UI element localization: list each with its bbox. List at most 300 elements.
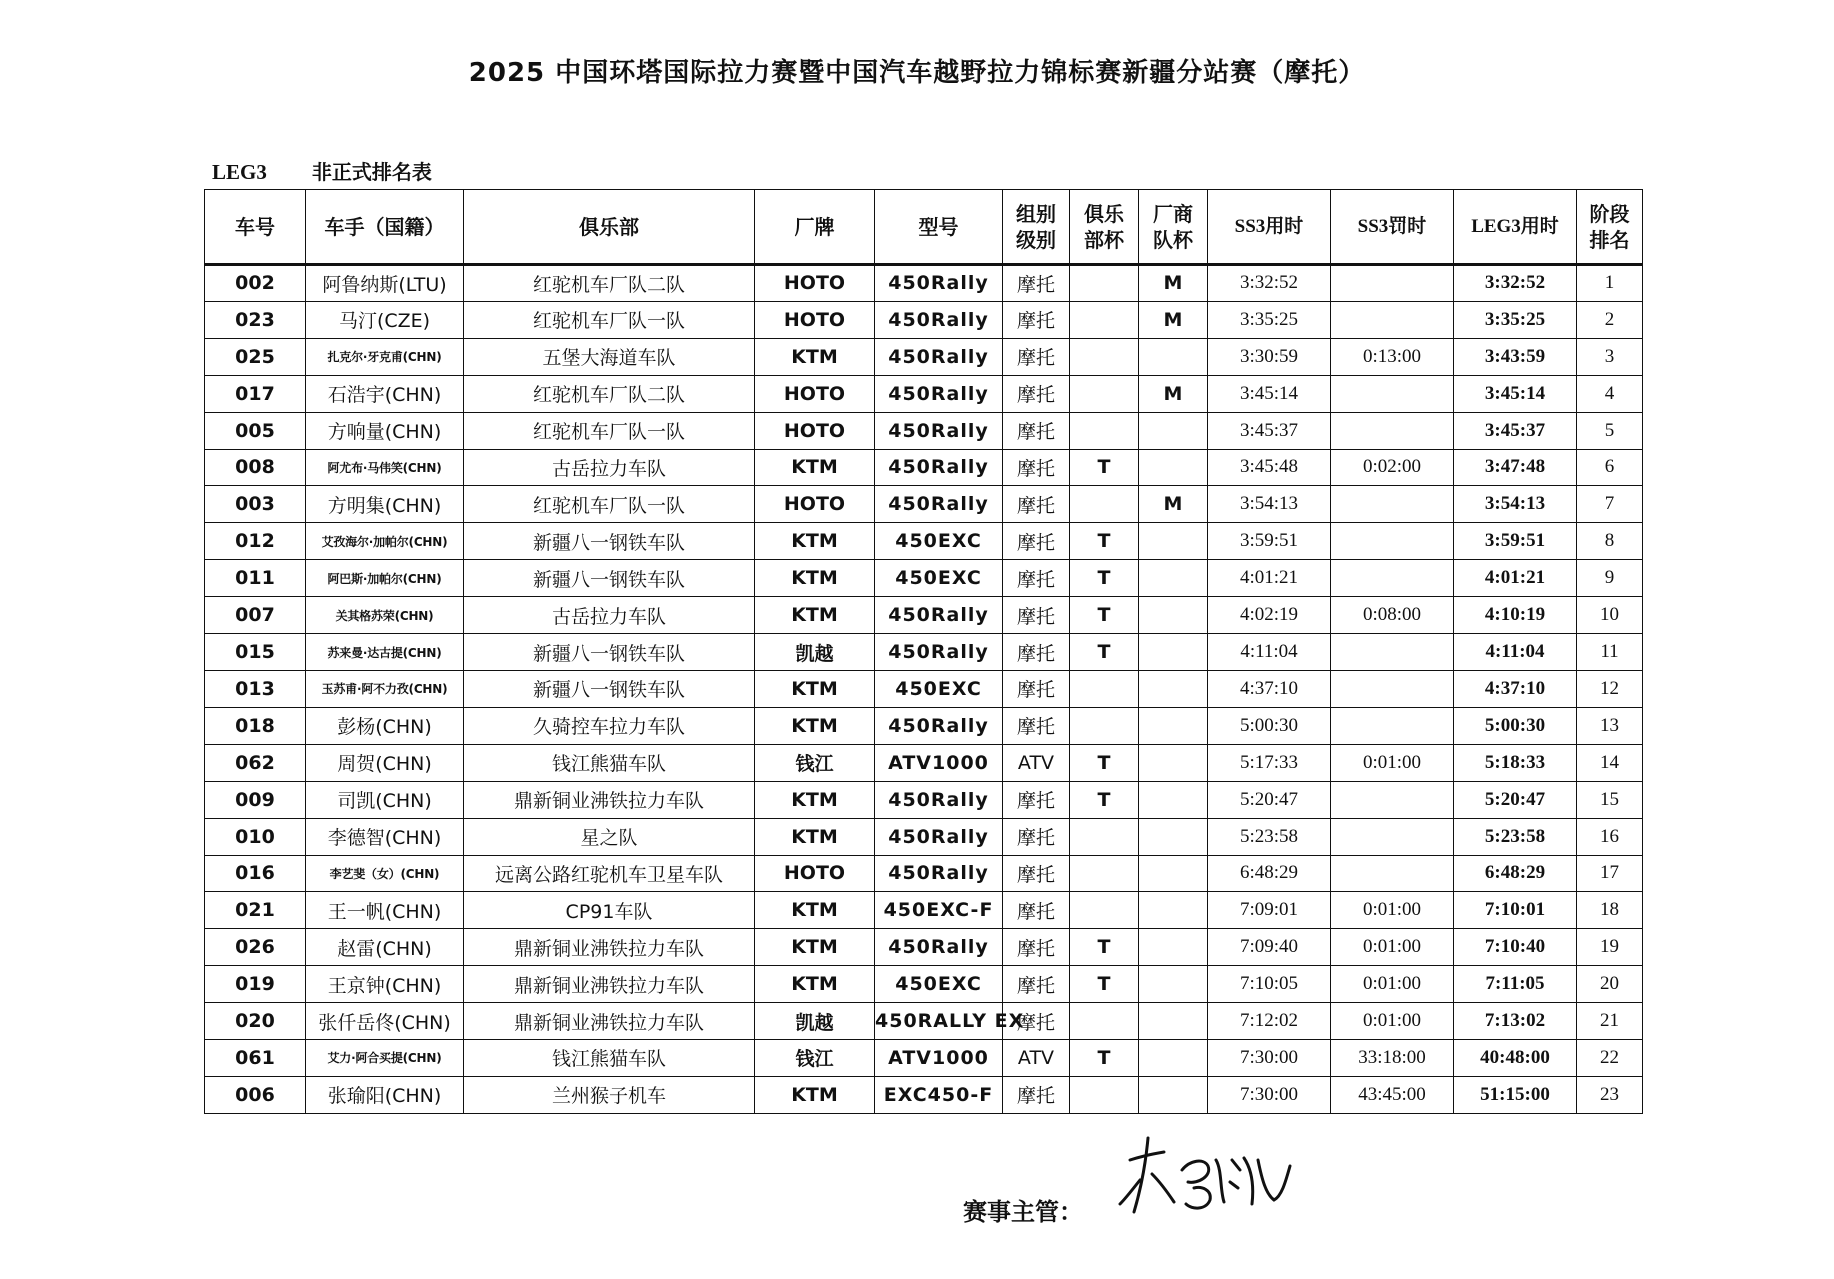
car-number-cell: 002 xyxy=(205,265,306,302)
club-cell: 兰州猴子机车 xyxy=(464,1076,755,1113)
driver-cell: 周贺(CHN) xyxy=(306,744,464,781)
table-row xyxy=(205,412,1643,449)
club-cell: 红驼机车厂队一队 xyxy=(464,301,755,338)
model-cell: 450EXC-F xyxy=(875,892,1003,929)
ss3-penalty-cell xyxy=(1331,560,1454,597)
header-group: 组别 级别 xyxy=(1003,190,1070,265)
brand-cell: KTM xyxy=(755,966,875,1003)
car-number-cell: 019 xyxy=(205,966,306,1003)
model-cell: 450Rally xyxy=(875,338,1003,375)
header-leg3-time: LEG3用时 xyxy=(1454,190,1577,265)
brand-cell: HOTO xyxy=(755,265,875,302)
model-cell: 450RALLY EX xyxy=(875,1003,1003,1040)
club-cup-cell xyxy=(1070,1003,1139,1040)
brand-cell: KTM xyxy=(755,338,875,375)
header-driver: 车手（国籍） xyxy=(306,190,464,265)
leg3-time-cell: 5:23:58 xyxy=(1454,818,1577,855)
brand-cell: HOTO xyxy=(755,301,875,338)
rank-cell: 21 xyxy=(1577,1003,1643,1040)
brand-cell: KTM xyxy=(755,892,875,929)
maker-cup-cell xyxy=(1139,818,1208,855)
table-row xyxy=(205,707,1643,744)
maker-cup-cell xyxy=(1139,1040,1208,1077)
club-cell: 古岳拉力车队 xyxy=(464,449,755,486)
group-cell: 摩托 xyxy=(1003,301,1070,338)
maker-cup-cell xyxy=(1139,449,1208,486)
brand-cell: KTM xyxy=(755,523,875,560)
leg3-time-cell: 3:47:48 xyxy=(1454,449,1577,486)
group-cell: 摩托 xyxy=(1003,818,1070,855)
club-cup-cell: T xyxy=(1070,634,1139,671)
maker-cup-cell xyxy=(1139,855,1208,892)
club-cup-cell xyxy=(1070,855,1139,892)
table-row xyxy=(205,523,1643,560)
club-cell: CP91车队 xyxy=(464,892,755,929)
leg3-time-cell: 7:11:05 xyxy=(1454,966,1577,1003)
maker-cup-cell xyxy=(1139,892,1208,929)
table-row xyxy=(205,338,1643,375)
leg3-time-cell: 3:54:13 xyxy=(1454,486,1577,523)
ss3-time-cell: 3:30:59 xyxy=(1208,338,1331,375)
table-subheading xyxy=(212,156,432,186)
ss3-time-cell: 7:09:01 xyxy=(1208,892,1331,929)
group-cell: 摩托 xyxy=(1003,966,1070,1003)
driver-cell: 苏来曼·达古提(CHN) xyxy=(306,634,464,671)
driver-cell: 张瑜阳(CHN) xyxy=(306,1076,464,1113)
model-cell: 450EXC xyxy=(875,523,1003,560)
maker-cup-cell xyxy=(1139,744,1208,781)
rank-cell: 17 xyxy=(1577,855,1643,892)
rank-cell: 20 xyxy=(1577,966,1643,1003)
rank-cell: 23 xyxy=(1577,1076,1643,1113)
group-cell: 摩托 xyxy=(1003,707,1070,744)
leg3-time-cell: 5:00:30 xyxy=(1454,707,1577,744)
ss3-penalty-cell xyxy=(1331,301,1454,338)
ss3-time-cell: 7:09:40 xyxy=(1208,929,1331,966)
maker-cup-cell xyxy=(1139,523,1208,560)
driver-cell: 马汀(CZE) xyxy=(306,301,464,338)
club-cell: 红驼机车厂队二队 xyxy=(464,265,755,302)
model-cell: 450Rally xyxy=(875,265,1003,302)
car-number-cell: 008 xyxy=(205,449,306,486)
model-cell: 450Rally xyxy=(875,634,1003,671)
club-cup-cell: T xyxy=(1070,929,1139,966)
ss3-time-cell: 3:45:48 xyxy=(1208,449,1331,486)
ss3-time-cell: 4:02:19 xyxy=(1208,597,1331,634)
ss3-penalty-cell xyxy=(1331,707,1454,744)
club-cup-cell: T xyxy=(1070,597,1139,634)
driver-cell: 司凯(CHN) xyxy=(306,781,464,818)
ss3-penalty-cell: 0:02:00 xyxy=(1331,449,1454,486)
rank-cell: 3 xyxy=(1577,338,1643,375)
ss3-penalty-cell xyxy=(1331,855,1454,892)
rank-cell: 7 xyxy=(1577,486,1643,523)
maker-cup-cell xyxy=(1139,929,1208,966)
supervisor-signature xyxy=(1112,1130,1302,1225)
club-cell: 新疆八一钢铁车队 xyxy=(464,670,755,707)
ss3-time-cell: 5:20:47 xyxy=(1208,781,1331,818)
driver-cell: 石浩宇(CHN) xyxy=(306,375,464,412)
group-cell: 摩托 xyxy=(1003,1076,1070,1113)
driver-cell: 阿鲁纳斯(LTU) xyxy=(306,265,464,302)
car-number-cell: 007 xyxy=(205,597,306,634)
table-row xyxy=(205,560,1643,597)
leg3-time-cell: 3:45:14 xyxy=(1454,375,1577,412)
car-number-cell: 003 xyxy=(205,486,306,523)
table-row xyxy=(205,301,1643,338)
group-cell: ATV xyxy=(1003,1040,1070,1077)
ss3-time-cell: 3:32:52 xyxy=(1208,265,1331,302)
ss3-penalty-cell: 0:01:00 xyxy=(1331,1003,1454,1040)
ss3-penalty-cell: 43:45:00 xyxy=(1331,1076,1454,1113)
driver-cell: 艾孜海尔·加帕尔(CHN) xyxy=(306,523,464,560)
rank-cell: 16 xyxy=(1577,818,1643,855)
ss3-penalty-cell xyxy=(1331,486,1454,523)
table-row xyxy=(205,818,1643,855)
table-row xyxy=(205,597,1643,634)
header-maker-cup: 厂商 队杯 xyxy=(1139,190,1208,265)
car-number-cell: 010 xyxy=(205,818,306,855)
leg3-time-cell: 3:59:51 xyxy=(1454,523,1577,560)
maker-cup-cell xyxy=(1139,707,1208,744)
ss3-penalty-cell xyxy=(1331,781,1454,818)
group-cell: 摩托 xyxy=(1003,265,1070,302)
club-cup-cell: T xyxy=(1070,449,1139,486)
ss3-penalty-cell: 0:01:00 xyxy=(1331,929,1454,966)
car-number-cell: 006 xyxy=(205,1076,306,1113)
ss3-penalty-cell: 0:01:00 xyxy=(1331,744,1454,781)
ss3-penalty-cell: 0:08:00 xyxy=(1331,597,1454,634)
rank-cell: 22 xyxy=(1577,1040,1643,1077)
ss3-time-cell: 7:30:00 xyxy=(1208,1040,1331,1077)
leg3-time-cell: 3:32:52 xyxy=(1454,265,1577,302)
ss3-time-cell: 3:45:37 xyxy=(1208,412,1331,449)
ss3-penalty-cell: 0:13:00 xyxy=(1331,338,1454,375)
driver-cell: 彭杨(CHN) xyxy=(306,707,464,744)
group-cell: 摩托 xyxy=(1003,929,1070,966)
ss3-time-cell: 3:45:14 xyxy=(1208,375,1331,412)
rank-cell: 15 xyxy=(1577,781,1643,818)
table-row xyxy=(205,1003,1643,1040)
driver-cell: 张仟岳佟(CHN) xyxy=(306,1003,464,1040)
car-number-cell: 005 xyxy=(205,412,306,449)
ss3-penalty-cell xyxy=(1331,818,1454,855)
club-cup-cell: T xyxy=(1070,744,1139,781)
ss3-time-cell: 7:12:02 xyxy=(1208,1003,1331,1040)
driver-cell: 赵雷(CHN) xyxy=(306,929,464,966)
car-number-cell: 026 xyxy=(205,929,306,966)
club-cell: 钱江熊猫车队 xyxy=(464,744,755,781)
model-cell: 450Rally xyxy=(875,818,1003,855)
driver-cell: 艾力·阿合买提(CHN) xyxy=(306,1040,464,1077)
table-row xyxy=(205,781,1643,818)
table-title: 非正式排名表 xyxy=(311,160,432,184)
club-cup-cell xyxy=(1070,486,1139,523)
leg3-time-cell: 3:45:37 xyxy=(1454,412,1577,449)
group-cell: 摩托 xyxy=(1003,560,1070,597)
group-cell: 摩托 xyxy=(1003,486,1070,523)
leg3-time-cell: 4:01:21 xyxy=(1454,560,1577,597)
model-cell: 450Rally xyxy=(875,486,1003,523)
ss3-time-cell: 7:10:05 xyxy=(1208,966,1331,1003)
club-cup-cell xyxy=(1070,412,1139,449)
car-number-cell: 015 xyxy=(205,634,306,671)
club-cup-cell xyxy=(1070,892,1139,929)
leg3-time-cell: 4:10:19 xyxy=(1454,597,1577,634)
ss3-penalty-cell xyxy=(1331,523,1454,560)
brand-cell: 凯越 xyxy=(755,1003,875,1040)
ss3-time-cell: 5:23:58 xyxy=(1208,818,1331,855)
rank-cell: 2 xyxy=(1577,301,1643,338)
header-brand: 厂牌 xyxy=(755,190,875,265)
ss3-penalty-cell xyxy=(1331,670,1454,707)
car-number-cell: 017 xyxy=(205,375,306,412)
leg3-time-cell: 4:37:10 xyxy=(1454,670,1577,707)
driver-cell: 王京钟(CHN) xyxy=(306,966,464,1003)
table-row xyxy=(205,634,1643,671)
driver-cell: 扎克尔·牙克甫(CHN) xyxy=(306,338,464,375)
driver-cell: 李德智(CHN) xyxy=(306,818,464,855)
club-cup-cell xyxy=(1070,375,1139,412)
car-number-cell: 023 xyxy=(205,301,306,338)
club-cell: 古岳拉力车队 xyxy=(464,597,755,634)
model-cell: 450Rally xyxy=(875,375,1003,412)
ss3-penalty-cell: 0:01:00 xyxy=(1331,892,1454,929)
table-row xyxy=(205,892,1643,929)
table-row xyxy=(205,486,1643,523)
maker-cup-cell: M xyxy=(1139,265,1208,302)
driver-cell: 阿尤布·马伟笑(CHN) xyxy=(306,449,464,486)
signature-label: 赛事主管： xyxy=(963,1198,1083,1226)
maker-cup-cell xyxy=(1139,338,1208,375)
brand-cell: KTM xyxy=(755,670,875,707)
rank-cell: 11 xyxy=(1577,634,1643,671)
group-cell: 摩托 xyxy=(1003,412,1070,449)
group-cell: 摩托 xyxy=(1003,523,1070,560)
header-model: 型号 xyxy=(875,190,1003,265)
header-ss3-time: SS3用时 xyxy=(1208,190,1331,265)
brand-cell: KTM xyxy=(755,707,875,744)
group-cell: 摩托 xyxy=(1003,449,1070,486)
brand-cell: HOTO xyxy=(755,486,875,523)
leg3-time-cell: 4:11:04 xyxy=(1454,634,1577,671)
club-cell: 红驼机车厂队一队 xyxy=(464,412,755,449)
group-cell: 摩托 xyxy=(1003,1003,1070,1040)
leg3-time-cell: 6:48:29 xyxy=(1454,855,1577,892)
club-cell: 鼎新铜业沸铁拉力车队 xyxy=(464,929,755,966)
car-number-cell: 020 xyxy=(205,1003,306,1040)
leg3-time-cell: 51:15:00 xyxy=(1454,1076,1577,1113)
group-cell: 摩托 xyxy=(1003,338,1070,375)
ss3-time-cell: 3:59:51 xyxy=(1208,523,1331,560)
maker-cup-cell: M xyxy=(1139,301,1208,338)
club-cell: 新疆八一钢铁车队 xyxy=(464,560,755,597)
brand-cell: KTM xyxy=(755,781,875,818)
ss3-penalty-cell xyxy=(1331,412,1454,449)
header-ss3-penalty: SS3罚时 xyxy=(1331,190,1454,265)
club-cell: 五堡大海道车队 xyxy=(464,338,755,375)
car-number-cell: 011 xyxy=(205,560,306,597)
leg3-time-cell: 3:35:25 xyxy=(1454,301,1577,338)
model-cell: EXC450-F xyxy=(875,1076,1003,1113)
driver-cell: 玉苏甫·阿不力孜(CHN) xyxy=(306,670,464,707)
brand-cell: KTM xyxy=(755,1076,875,1113)
car-number-cell: 018 xyxy=(205,707,306,744)
model-cell: 450Rally xyxy=(875,707,1003,744)
table-row xyxy=(205,1076,1643,1113)
club-cell: 鼎新铜业沸铁拉力车队 xyxy=(464,781,755,818)
brand-cell: HOTO xyxy=(755,412,875,449)
table-row xyxy=(205,929,1643,966)
maker-cup-cell xyxy=(1139,412,1208,449)
leg3-time-cell: 40:48:00 xyxy=(1454,1040,1577,1077)
maker-cup-cell xyxy=(1139,597,1208,634)
car-number-cell: 009 xyxy=(205,781,306,818)
club-cup-cell: T xyxy=(1070,1040,1139,1077)
maker-cup-cell xyxy=(1139,781,1208,818)
club-cup-cell xyxy=(1070,301,1139,338)
ss3-time-cell: 3:35:25 xyxy=(1208,301,1331,338)
car-number-cell: 021 xyxy=(205,892,306,929)
model-cell: 450Rally xyxy=(875,412,1003,449)
club-cup-cell: T xyxy=(1070,523,1139,560)
driver-cell: 关其格苏荣(CHN) xyxy=(306,597,464,634)
club-cell: 新疆八一钢铁车队 xyxy=(464,523,755,560)
group-cell: 摩托 xyxy=(1003,597,1070,634)
model-cell: 450Rally xyxy=(875,781,1003,818)
rank-cell: 10 xyxy=(1577,597,1643,634)
ss3-time-cell: 4:11:04 xyxy=(1208,634,1331,671)
car-number-cell: 016 xyxy=(205,855,306,892)
table-row xyxy=(205,265,1643,302)
club-cell: 星之队 xyxy=(464,818,755,855)
leg3-time-cell: 7:10:01 xyxy=(1454,892,1577,929)
ss3-time-cell: 4:37:10 xyxy=(1208,670,1331,707)
rank-cell: 8 xyxy=(1577,523,1643,560)
maker-cup-cell: M xyxy=(1139,486,1208,523)
table-header-row xyxy=(205,190,1643,265)
club-cell: 远离公路红驼机车卫星车队 xyxy=(464,855,755,892)
model-cell: ATV1000 xyxy=(875,1040,1003,1077)
table-row xyxy=(205,670,1643,707)
brand-cell: 钱江 xyxy=(755,744,875,781)
header-rank: 阶段 排名 xyxy=(1577,190,1643,265)
rank-cell: 4 xyxy=(1577,375,1643,412)
club-cell: 红驼机车厂队一队 xyxy=(464,486,755,523)
club-cup-cell xyxy=(1070,670,1139,707)
results-table xyxy=(204,189,1643,1114)
club-cell: 鼎新铜业沸铁拉力车队 xyxy=(464,966,755,1003)
document-title: 2025 中国环塔国际拉力赛暨中国汽车越野拉力锦标赛新疆分站赛（摩托） xyxy=(468,58,1366,88)
leg3-time-cell: 5:20:47 xyxy=(1454,781,1577,818)
rank-cell: 18 xyxy=(1577,892,1643,929)
rank-cell: 19 xyxy=(1577,929,1643,966)
maker-cup-cell xyxy=(1139,560,1208,597)
rank-cell: 12 xyxy=(1577,670,1643,707)
club-cup-cell: T xyxy=(1070,781,1139,818)
club-cell: 久骑控车拉力车队 xyxy=(464,707,755,744)
brand-cell: 钱江 xyxy=(755,1040,875,1077)
rank-cell: 13 xyxy=(1577,707,1643,744)
leg3-time-cell: 7:10:40 xyxy=(1454,929,1577,966)
maker-cup-cell xyxy=(1139,634,1208,671)
rank-cell: 5 xyxy=(1577,412,1643,449)
header-no: 车号 xyxy=(205,190,306,265)
club-cup-cell xyxy=(1070,818,1139,855)
brand-cell: KTM xyxy=(755,818,875,855)
brand-cell: KTM xyxy=(755,449,875,486)
leg3-time-cell: 5:18:33 xyxy=(1454,744,1577,781)
driver-cell: 王一帆(CHN) xyxy=(306,892,464,929)
brand-cell: KTM xyxy=(755,560,875,597)
brand-cell: KTM xyxy=(755,597,875,634)
driver-cell: 方明集(CHN) xyxy=(306,486,464,523)
club-cell: 红驼机车厂队二队 xyxy=(464,375,755,412)
leg3-time-cell: 7:13:02 xyxy=(1454,1003,1577,1040)
model-cell: 450Rally xyxy=(875,449,1003,486)
model-cell: 450Rally xyxy=(875,301,1003,338)
rank-cell: 9 xyxy=(1577,560,1643,597)
ss3-time-cell: 5:00:30 xyxy=(1208,707,1331,744)
header-club-cup: 俱乐 部杯 xyxy=(1070,190,1139,265)
driver-cell: 李艺斐（女）(CHN) xyxy=(306,855,464,892)
rank-cell: 14 xyxy=(1577,744,1643,781)
ss3-penalty-cell xyxy=(1331,265,1454,302)
group-cell: 摩托 xyxy=(1003,634,1070,671)
ss3-time-cell: 4:01:21 xyxy=(1208,560,1331,597)
club-cup-cell xyxy=(1070,338,1139,375)
ss3-penalty-cell xyxy=(1331,375,1454,412)
model-cell: ATV1000 xyxy=(875,744,1003,781)
ss3-time-cell: 5:17:33 xyxy=(1208,744,1331,781)
group-cell: 摩托 xyxy=(1003,781,1070,818)
club-cup-cell xyxy=(1070,1076,1139,1113)
club-cell: 钱江熊猫车队 xyxy=(464,1040,755,1077)
maker-cup-cell: M xyxy=(1139,375,1208,412)
ss3-time-cell: 7:30:00 xyxy=(1208,1076,1331,1113)
driver-cell: 阿巴斯·加帕尔(CHN) xyxy=(306,560,464,597)
car-number-cell: 012 xyxy=(205,523,306,560)
club-cup-cell xyxy=(1070,707,1139,744)
rank-cell: 1 xyxy=(1577,265,1643,302)
ss3-penalty-cell xyxy=(1331,634,1454,671)
leg3-time-cell: 3:43:59 xyxy=(1454,338,1577,375)
model-cell: 450Rally xyxy=(875,929,1003,966)
leg-label: LEG3 xyxy=(212,160,267,184)
brand-cell: HOTO xyxy=(755,375,875,412)
car-number-cell: 025 xyxy=(205,338,306,375)
model-cell: 450EXC xyxy=(875,670,1003,707)
model-cell: 450EXC xyxy=(875,560,1003,597)
car-number-cell: 061 xyxy=(205,1040,306,1077)
model-cell: 450EXC xyxy=(875,966,1003,1003)
rank-cell: 6 xyxy=(1577,449,1643,486)
model-cell: 450Rally xyxy=(875,855,1003,892)
club-cup-cell: T xyxy=(1070,560,1139,597)
brand-cell: KTM xyxy=(755,929,875,966)
maker-cup-cell xyxy=(1139,966,1208,1003)
group-cell: ATV xyxy=(1003,744,1070,781)
ss3-time-cell: 6:48:29 xyxy=(1208,855,1331,892)
group-cell: 摩托 xyxy=(1003,375,1070,412)
maker-cup-cell xyxy=(1139,1003,1208,1040)
table-row xyxy=(205,744,1643,781)
ss3-penalty-cell: 0:01:00 xyxy=(1331,966,1454,1003)
driver-cell: 方响量(CHN) xyxy=(306,412,464,449)
model-cell: 450Rally xyxy=(875,597,1003,634)
club-cup-cell: T xyxy=(1070,966,1139,1003)
brand-cell: HOTO xyxy=(755,855,875,892)
